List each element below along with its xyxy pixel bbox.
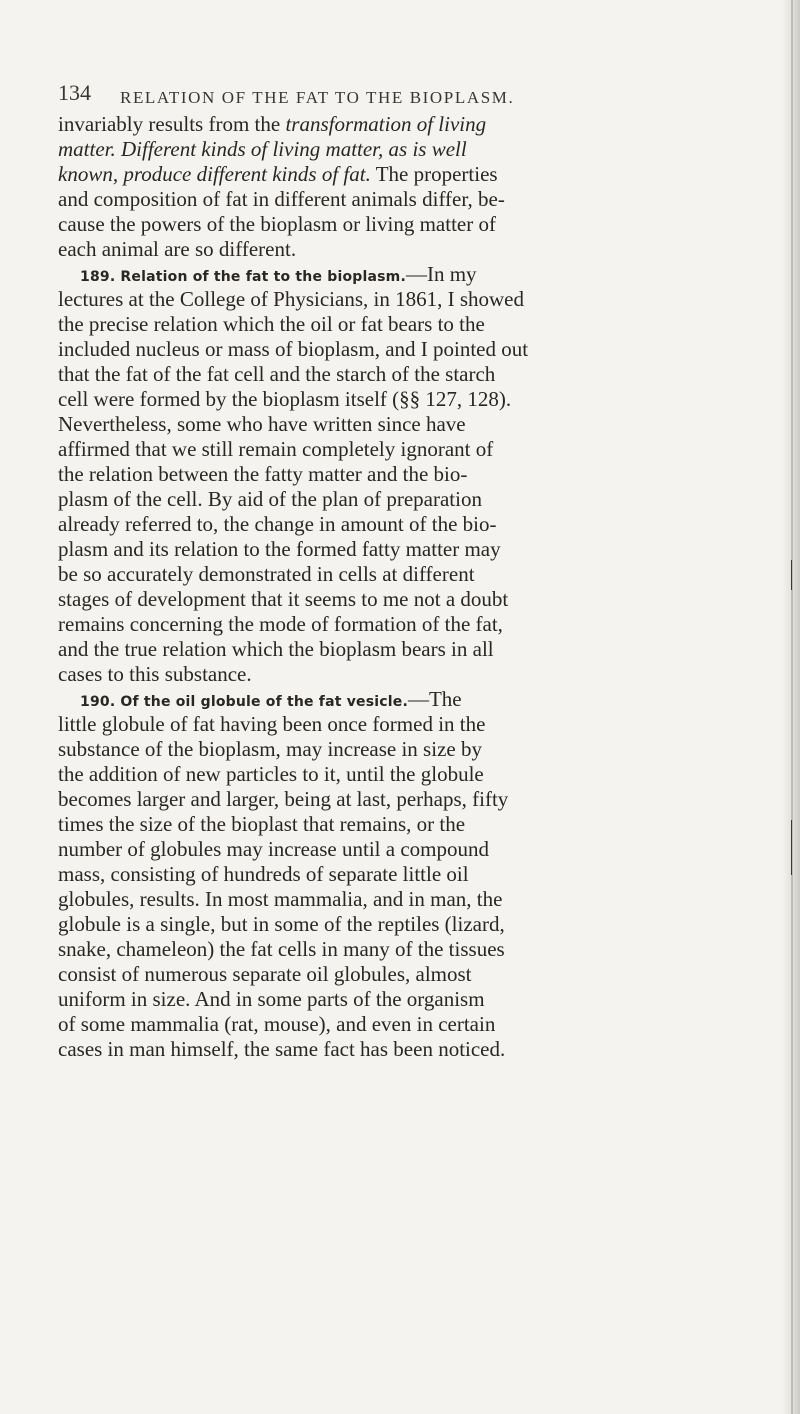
text-run: consist of numerous separate oil globules, almost xyxy=(58,962,472,986)
text-run: the relation between the fatty matter and the bio- xyxy=(58,462,468,486)
text-run: cases to this substance. xyxy=(58,662,252,686)
text-line xyxy=(58,487,746,512)
text-line xyxy=(58,212,746,237)
text-line xyxy=(58,762,746,787)
text-line xyxy=(58,162,746,187)
text-line xyxy=(58,512,746,537)
text-run: cell were formed by the bioplasm itself (§§ 127, 128). xyxy=(58,387,512,411)
section-number: 189. xyxy=(80,269,121,285)
text-run: substance of the bioplasm, may increase in size by xyxy=(58,737,482,761)
text-run: affirmed that we still remain completely ignorant of xyxy=(58,437,494,461)
text-run: globule is a single, but in some of the reptiles (lizard, xyxy=(58,912,505,936)
text-line xyxy=(58,1012,746,1037)
text-line xyxy=(58,612,746,637)
text-run: globules, results. In most mammalia, and in man, the xyxy=(58,887,503,911)
text-run: —The xyxy=(407,687,462,711)
text-run: and the true relation which the bioplasm bears in all xyxy=(58,637,494,661)
text-line xyxy=(58,737,746,762)
text-line xyxy=(58,987,746,1012)
text-line xyxy=(58,187,746,212)
text-line xyxy=(58,237,746,262)
text-run: be so accurately demonstrated in cells at different xyxy=(58,562,475,586)
text-run: The properties xyxy=(370,162,498,186)
text-line xyxy=(58,837,746,862)
text-line xyxy=(58,387,746,412)
section-title: Relation of the fat to the bioplasm. xyxy=(120,269,406,285)
text-line xyxy=(58,712,746,737)
text-run: times the size of the bioplast that remains, or the xyxy=(58,812,466,836)
text-run: the precise relation which the oil or fat bears to the xyxy=(58,312,485,336)
italic-text: known, produce different kinds of fat. xyxy=(58,162,371,186)
text-line xyxy=(58,562,746,587)
text-line xyxy=(58,437,746,462)
running-title: RELATION OF THE FAT TO THE BIOPLASM. xyxy=(120,88,515,107)
text-line xyxy=(58,587,746,612)
italic-text: transformation of living xyxy=(285,112,487,136)
text-line xyxy=(58,312,746,337)
text-line xyxy=(58,787,746,812)
text-line xyxy=(58,887,746,912)
text-run: mass, consisting of hundreds of separate little oil xyxy=(58,862,469,886)
page-gutter-edge xyxy=(791,0,793,1414)
text-run: cause the powers of the bioplasm or living matter of xyxy=(58,212,496,236)
text-line xyxy=(58,962,746,987)
text-run: plasm and its relation to the formed fatty matter may xyxy=(58,537,501,561)
text-run: and composition of fat in different animals differ, be- xyxy=(58,187,505,211)
section-title: Of the oil globule of the fat vesicle. xyxy=(120,694,408,710)
text-line xyxy=(58,1037,746,1062)
text-line xyxy=(58,462,746,487)
text-run: that the fat of the fat cell and the starch of the starch xyxy=(58,362,496,386)
running-head xyxy=(58,80,758,112)
section-heading-line xyxy=(58,262,746,287)
text-run: Nevertheless, some who have written since have xyxy=(58,412,466,436)
text-run: included nucleus or mass of bioplasm, and I pointed out xyxy=(58,337,529,361)
text-run: remains concerning the mode of formation of the fat, xyxy=(58,612,503,636)
text-run: the addition of new particles to it, until the globule xyxy=(58,762,484,786)
text-line xyxy=(58,662,746,687)
text-run: cases in man himself, the same fact has been noticed. xyxy=(58,1037,506,1061)
text-run: uniform in size. And in some parts of the organism xyxy=(58,987,485,1011)
text-run: plasm of the cell. By aid of the plan of preparation xyxy=(58,487,482,511)
text-line xyxy=(58,912,746,937)
text-line xyxy=(58,362,746,387)
text-run: number of globules may increase until a compound xyxy=(58,837,489,861)
text-line xyxy=(58,287,746,312)
text-line xyxy=(58,637,746,662)
text-run: little globule of fat having been once formed in the xyxy=(58,712,486,736)
gutter-mark xyxy=(791,560,792,590)
section-number: 190. xyxy=(80,694,121,710)
italic-text: matter. Different kinds of living matter, as is well xyxy=(58,137,467,161)
text-line xyxy=(58,137,746,162)
text-run: —In my xyxy=(405,262,477,286)
text-line xyxy=(58,337,746,362)
text-run: becomes larger and larger, being at last, perhaps, fifty xyxy=(58,787,509,811)
text-run: of some mammalia (rat, mouse), and even in certain xyxy=(58,1012,496,1036)
text-run: snake, chameleon) the fat cells in many of the tissues xyxy=(58,937,505,961)
body-text xyxy=(58,112,746,1062)
text-run: stages of development that it seems to me not a doubt xyxy=(58,587,509,611)
text-line xyxy=(58,412,746,437)
section-heading-line xyxy=(58,687,746,712)
text-line xyxy=(58,862,746,887)
page-number: 134 xyxy=(58,80,91,105)
text-line xyxy=(58,537,746,562)
text-line xyxy=(58,937,746,962)
text-line xyxy=(58,112,746,137)
text-run: already referred to, the change in amount of the bio- xyxy=(58,512,497,536)
text-run: lectures at the College of Physicians, in 1861, I showed xyxy=(58,287,524,311)
gutter-mark xyxy=(791,820,792,875)
text-line xyxy=(58,812,746,837)
text-run: each animal are so different. xyxy=(58,237,297,261)
text-run: invariably results from the xyxy=(58,112,286,136)
